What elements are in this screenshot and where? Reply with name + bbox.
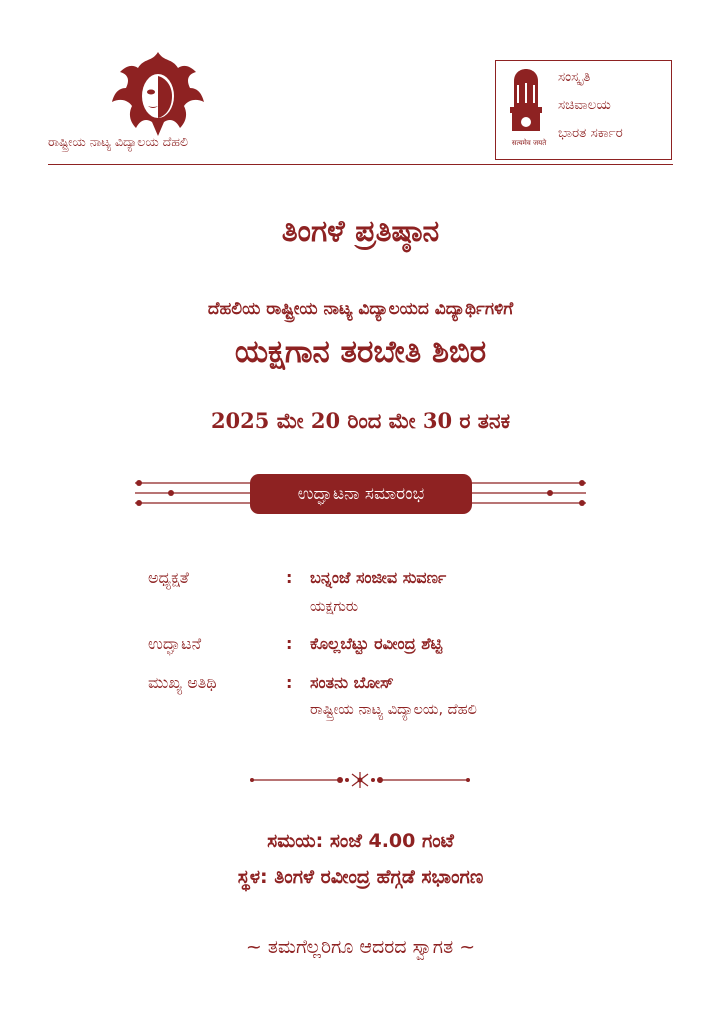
- event-dates: 2025 ಮೇ 20 ರಿಂದ ಮೇ 30 ರ ತನಕ: [210, 408, 511, 433]
- flourish-divider: [248, 770, 472, 790]
- role-note-president: ಯಕ್ಷಗುರು: [310, 599, 359, 615]
- role-name-inaugurator: ಕೊಲ್ಲಬೆಟ್ಟು ರವೀಂದ್ರ ಶೆಟ್ಟಿ: [310, 634, 443, 653]
- ministry-line-3: ಭಾರತ ಸರ್ಕಾರ: [558, 125, 623, 141]
- event-time: ಸಮಯ: ಸಂಜೆ 4.00 ಗಂಟೆ: [267, 830, 454, 852]
- emblem-motto: सत्यमेव जयते: [511, 139, 547, 147]
- ministry-line-2: ಸಚಿವಾಲಯ: [558, 97, 611, 113]
- ornament-lines-left: [135, 478, 255, 508]
- ministry-box: [495, 60, 672, 160]
- role-separator: :: [286, 568, 293, 587]
- theatre-mask-logo: [108, 44, 208, 139]
- role-name-president: ಬನ್ನಂಜೆ ಸಂಜೀವ ಸುವರ್ಣ: [310, 568, 447, 587]
- role-label-president: ಅಧ್ಯಕ್ಷತೆ: [148, 568, 189, 587]
- institution-name: ರಾಷ್ಟ್ರೀಯ ನಾಟ್ಯ ವಿದ್ಯಾಲಯ ದೆಹಲಿ: [48, 134, 188, 149]
- header-divider: [48, 164, 673, 165]
- ornament-lines-right: [466, 478, 586, 508]
- inauguration-badge: ಉದ್ಘಾಟನಾ ಸಮಾರಂಭ: [250, 474, 472, 514]
- role-label-chief-guest: ಮುಖ್ಯ ಅತಿಥಿ: [148, 673, 217, 692]
- ministry-line-1: ಸಂಸ್ಕೃತಿ: [558, 69, 591, 85]
- role-note-chief-guest: ರಾಷ್ಟ್ರೀಯ ನಾಟ್ಯ ವಿದ್ಯಾಲಯ, ದೆಹಲಿ: [310, 702, 477, 718]
- welcome-message: ~ ತಮಗೆಲ್ಲರಿಗೂ ಆದರದ ಸ್ವಾಗತ ~: [245, 936, 476, 958]
- organization-title: ತಿಂಗಳೆ ಪ್ರತಿಷ್ಠಾನ: [281, 214, 440, 249]
- event-venue: ಸ್ಥಳ: ತಿಂಗಳೆ ರವೀಂದ್ರ ಹೆಗ್ಗಡೆ ಸಭಾಂಗಣ: [237, 866, 484, 888]
- event-title: ಯಕ್ಷಗಾನ ತರಬೇತಿ ಶಿಬಿರ: [234, 334, 487, 370]
- event-subtitle: ದೆಹಲಿಯ ರಾಷ್ಟ್ರೀಯ ನಾಟ್ಯ ವಿದ್ಯಾಲಯದ ವಿದ್ಯಾರ್ಥಿಗಳಿಗೆ: [207, 299, 514, 319]
- role-label-inaugurator: ಉದ್ಘಾಟನೆ: [148, 634, 202, 653]
- role-separator: :: [286, 634, 293, 653]
- role-name-chief-guest: ಸಂತನು ಬೋಸ್: [310, 673, 394, 692]
- role-separator: :: [286, 673, 293, 692]
- ashoka-emblem-icon: [504, 67, 548, 137]
